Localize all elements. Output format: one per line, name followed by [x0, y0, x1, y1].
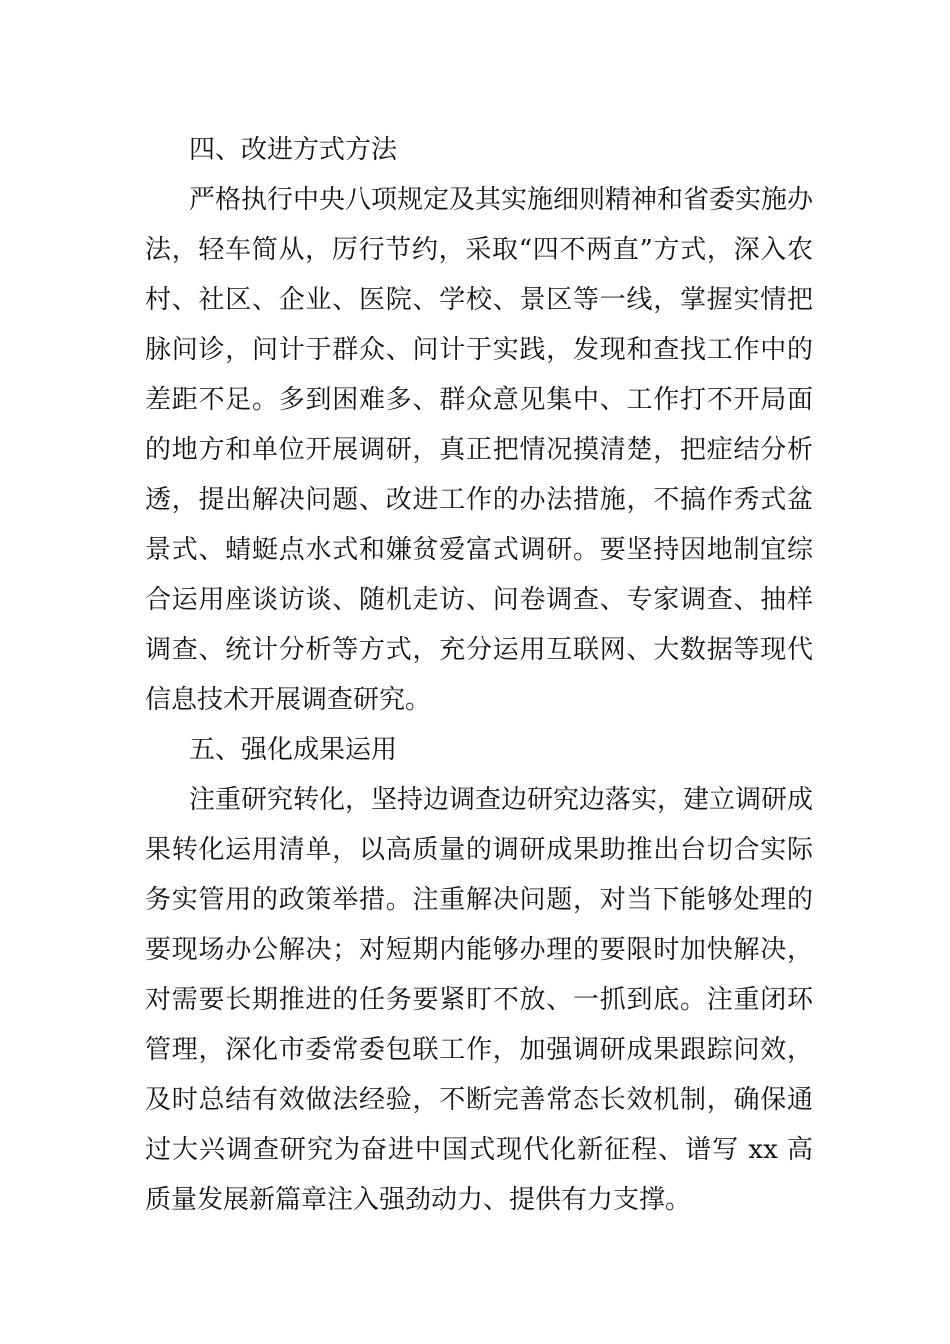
section-heading-4: 四、改进方式方法: [189, 135, 398, 165]
section-paragraph-4: 严格执行中央八项规定及其实施细则精神和省委实施办法，轻车简从，厉行节约，采取“四不两直”方式，深入农村、社区、企业、医院、学校、景区等一线，掌握实情把脉问诊，问计于群众、问计于实践，发现和查找工作中的差距不足。多到困难多、群众意见集中、工作打不开局面的地方和单位开展调研，真正把情况摸清楚，把症结分析透，提出解决问题、改进工作的办法措施，不搞作秀式盆景式、蜻蜓点水式和嫌贫爱富式调研。要坚持因地制宜综合运用座谈访谈、随机走访、问卷调查、专家调查、抽样调查、统计分析等方式，充分运用互联网、大数据等现代信息技术开展调查研究。: [145, 185, 814, 715]
document-body: [145, 125, 813, 1225]
section-paragraph-5: 注重研究转化，坚持边调查边研究边落实，建立调研成果转化运用清单，以高质量的调研成果助推出台切合实际务实管用的政策举措。注重解决问题，对当下能够处理的要现场办公解决；对短期内能够办理的要限时加快解决，对需要长期推进的任务要紧盯不放、一抓到底。注重闭环管理，深化市委常委包联工作，加强调研成果跟踪问效，及时总结有效做法经验，不断完善常态长效机制，确保通过大兴调查研究为奋进中国式现代化新征程、谱写 xx 高质量发展新篇章注入强劲动力、提供有力支撑。: [145, 785, 814, 1215]
section-heading-5: 五、强化成果运用: [189, 735, 398, 765]
